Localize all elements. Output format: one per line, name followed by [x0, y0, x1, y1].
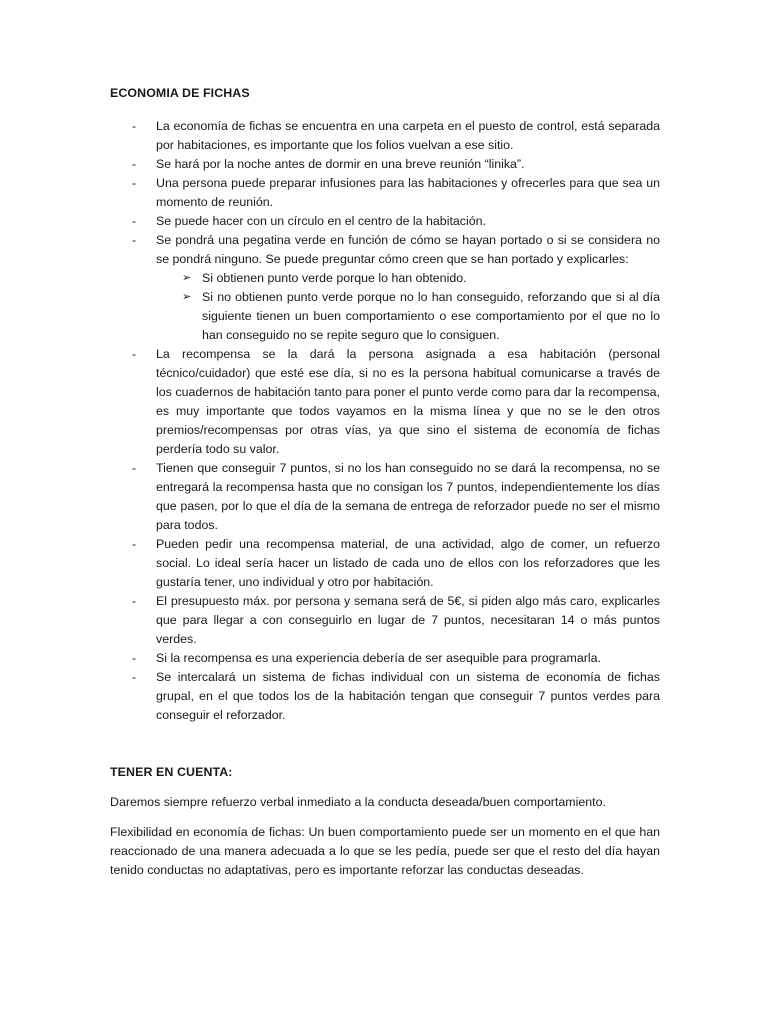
paragraph-flexibilidad: Flexibilidad en economía de fichas: Un buen comportamiento puede ser un momento en el que han reaccionado de una manera adecuada a lo que se les pedía, puede ser que el resto del día hayan tenido conductas no adaptativas, pero es importante reforzar las conductas deseadas.: [110, 825, 660, 877]
bullet-dash: -: [132, 347, 137, 361]
paragraph-refuerzo-verbal: Daremos siempre refuerzo verbal inmediato a la conducta deseada/buen comportamiento.: [110, 795, 606, 809]
bullet-dash: -: [132, 670, 137, 684]
list-item-text: Si la recompensa es una experiencia debería de ser asequible para programarla.: [156, 651, 601, 665]
sub-list-item-text: Si no obtienen punto verde porque no lo han conseguido, reforzando que si al día siguiente tienen un buen comportamiento o ese comportamiento por el que no lo han conseguido no se repite seguro que lo consiguen.: [202, 290, 660, 342]
sub-bullet-list: [156, 269, 660, 345]
list-item-text: Una persona puede preparar infusiones para las habitaciones y ofrecerles para que sea un momento de reunión.: [156, 176, 660, 209]
section-title-economia-de-fichas: ECONOMIA DE FICHAS: [110, 86, 250, 100]
bullet-dash: -: [132, 461, 137, 475]
list-item: [110, 174, 660, 212]
sub-list-item: [156, 269, 660, 288]
bullet-dash: -: [132, 176, 137, 190]
sub-list-item-text: Si obtienen punto verde porque lo han obtenido.: [202, 271, 467, 285]
list-item-text: La recompensa se la dará la persona asignada a esa habitación (personal técnico/cuidador) que esté ese día, si no es la persona habitual comunicarse a través de los cuadernos de habitación tanto para poner el punto verde como para dar la recompensa, es muy importante que todos vayamos en la misma línea y que no se le den otros premios/recompensas por otras vías, ya que sino el sistema de economía de fichas perdería todo su valor.: [156, 347, 660, 456]
list-item-text: La economía de fichas se encuentra en una carpeta en el puesto de control, está separada por habitaciones, es importante que los folios vuelvan a ese sitio.: [156, 119, 660, 152]
list-item-text: Tienen que conseguir 7 puntos, si no los han conseguido no se dará la recompensa, no se entregará la recompensa hasta que no consigan los 7 puntos, independientemente los días que pasen, por lo que el día de la semana de entrega de reforzador puede no ser el mismo para todos.: [156, 461, 660, 532]
list-item: [110, 649, 660, 668]
arrow-bullet-icon: ➢: [182, 291, 192, 303]
list-item: [110, 212, 660, 231]
sub-list-item: [156, 288, 660, 345]
bullet-dash: -: [132, 537, 137, 551]
list-item: [110, 345, 660, 459]
section-title-tener-en-cuenta: TENER EN CUENTA:: [110, 765, 233, 779]
bullet-dash: -: [132, 119, 137, 133]
bullet-dash: -: [132, 651, 137, 665]
bullet-dash: -: [132, 214, 137, 228]
bullet-dash: -: [132, 157, 137, 171]
list-item-text: Se hará por la noche antes de dormir en una breve reunión “linika”.: [156, 157, 525, 171]
list-item-text: Se intercalará un sistema de fichas individual con un sistema de economía de fichas grupal, en el que todos los de la habitación tengan que conseguir 7 puntos verdes para conseguir el reforzador.: [156, 670, 660, 722]
list-item-text: Se pondrá una pegatina verde en función de cómo se hayan portado o si se considera no se pondrá ninguno. Se puede preguntar cómo creen que se han portado y explicarles:: [156, 233, 660, 266]
bullet-dash: -: [132, 233, 137, 247]
list-item-text: El presupuesto máx. por persona y semana será de 5€, si piden algo más caro, explicarles que para llegar a con conseguirlo en lugar de 7 puntos, necesitaran 14 o más puntos verdes.: [156, 594, 660, 646]
list-item: [110, 668, 660, 725]
list-item: [110, 117, 660, 155]
bullet-list: [110, 117, 660, 725]
list-item-text: Pueden pedir una recompensa material, de una actividad, algo de comer, un refuerzo social. Lo ideal sería hacer un listado de cada uno de ellos con los reforzadores que les gustaría tener, uno individual y otro por habitación.: [156, 537, 660, 589]
list-item: [110, 535, 660, 592]
list-item: [110, 155, 660, 174]
list-item: [110, 592, 660, 649]
list-item: [110, 231, 660, 345]
list-item: [110, 459, 660, 535]
bullet-dash: -: [132, 594, 137, 608]
list-item-text: Se puede hacer con un círculo en el centro de la habitación.: [156, 214, 486, 228]
arrow-bullet-icon: ➢: [182, 272, 192, 284]
